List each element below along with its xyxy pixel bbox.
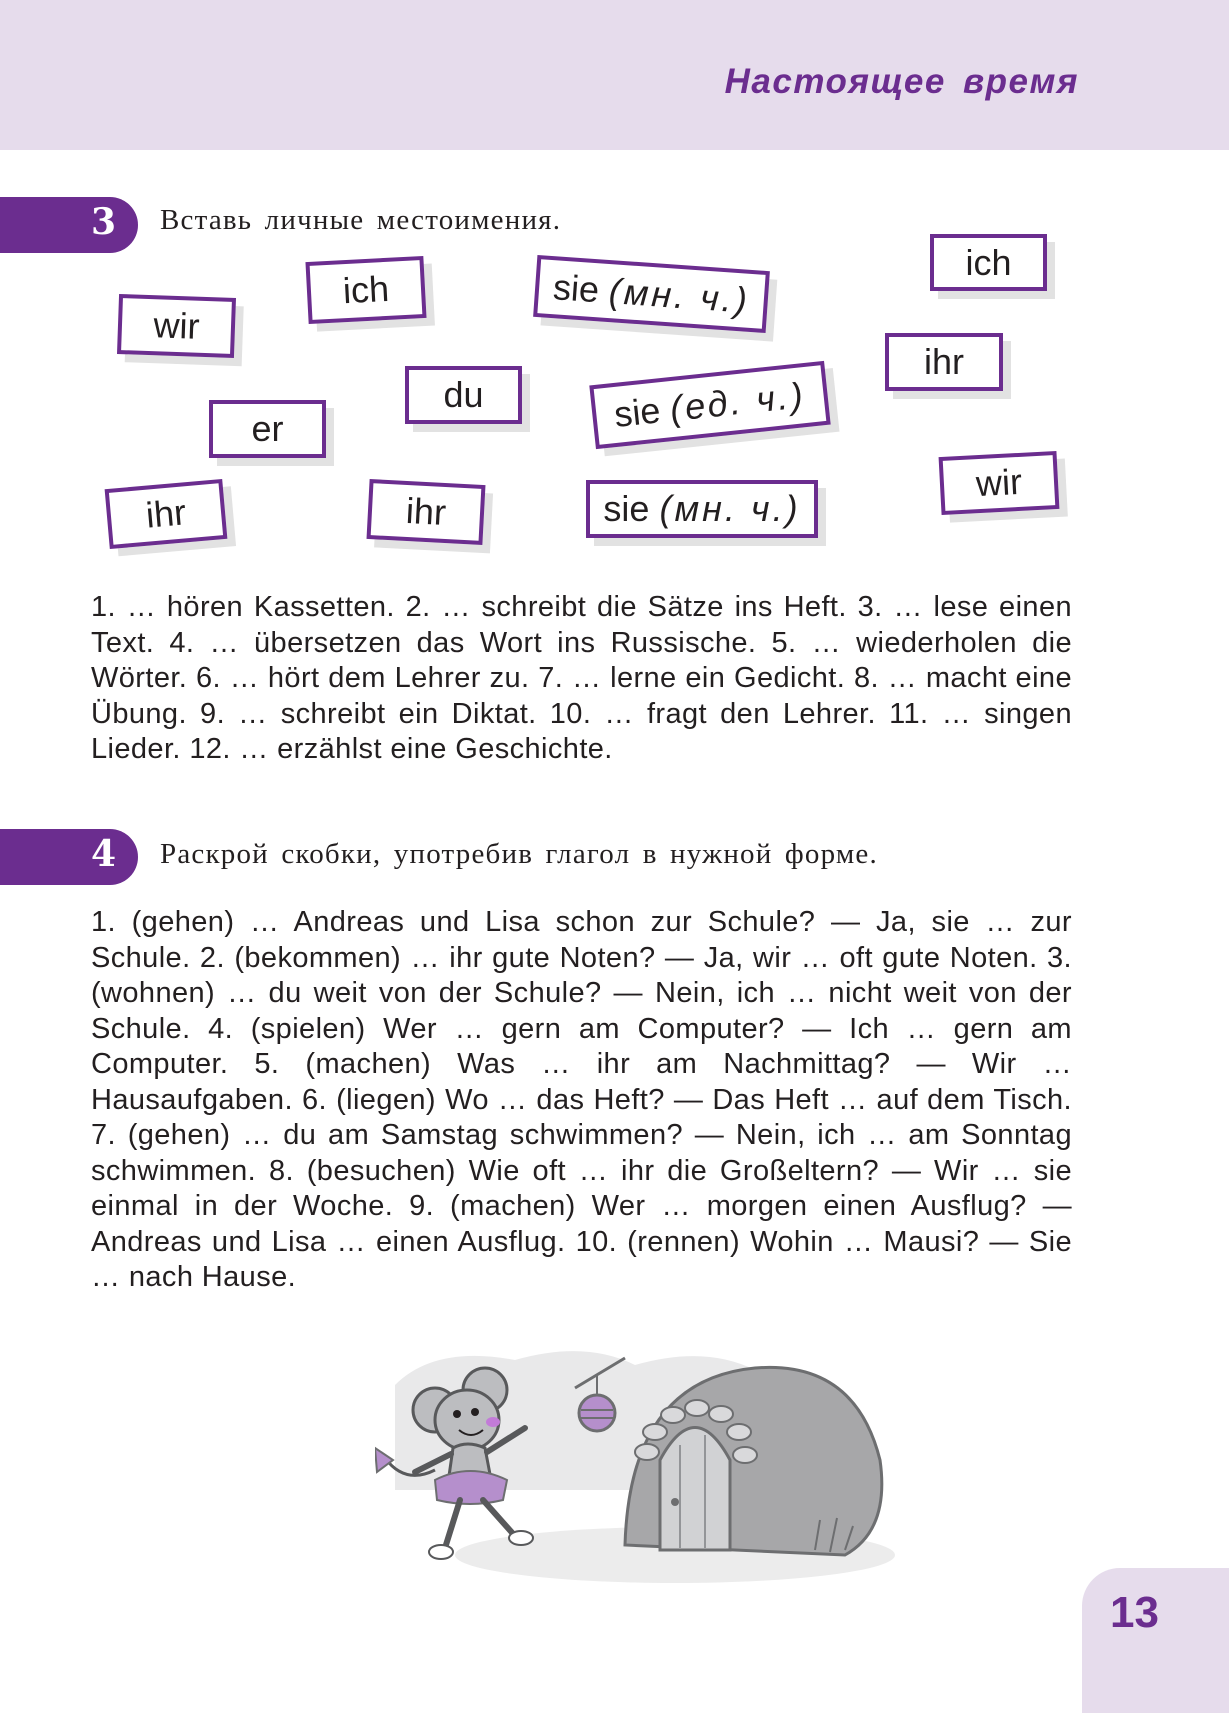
page-number: 13	[1110, 1588, 1159, 1637]
pronoun-word: wir	[974, 460, 1023, 505]
pronoun-word: ihr	[144, 491, 188, 536]
pronoun-card	[117, 294, 236, 358]
pronoun-card	[939, 451, 1060, 515]
exercise-3-number-tab	[0, 197, 138, 253]
pronoun-word: ihr	[404, 489, 448, 534]
exercise-3-text: 1. … hören Kassetten. 2. … schreibt die Sätze ins Heft. 3. … lese einen Text. 4. … übersetzen das Wort ins Russische. 5. … wiederholen die Wörter. 6. … hört dem Lehrer zu. 7. … lerne ein Gedicht. 8. … macht eine Übung. 9. … schreibt ein Diktat. 10. … fragt den Lehrer. 11. … singen Lieder. 12. … erzählst eine Geschichte.	[91, 591, 1072, 765]
pronoun-note: (мн. ч.)	[607, 270, 752, 321]
header-band	[0, 0, 1229, 150]
page-number-tab	[1082, 1568, 1229, 1713]
pronoun-card	[367, 479, 486, 545]
pronoun-card	[586, 480, 818, 538]
exercise-4-text: 1. (gehen) … Andreas und Lisa schon zur Schule? — Ja, sie … zur Schule. 2. (bekommen) … ihr gute Noten? — Ja, wir … oft gute Noten. 3. (wohnen) … du weit von der Schule? — Nein, ich … nicht weit von der Schule. 4. (spielen) Wer … gern am Computer? — Ich … gern am Computer. 5. (machen) Was … ihr am Nachmittag? — Wir … Hausaufgaben. 6. (liegen) Wo … das Heft? — Das Heft … auf dem Tisch. 7. (gehen) … du am Samstag schwimmen? — Nein, ich … am Sonntag schwimmen. 8. (besuchen) Wie oft … ihr die Großeltern? — Wir … sie einmal in der Woche. 9. (machen) Wer … morgen einen Ausflug? — Andreas und Lisa … einen Ausflug. 10. (rennen) Wohin … Mausi? — Sie … nach Hause.	[91, 906, 1072, 1293]
pronoun-word: sie	[551, 266, 601, 311]
pronoun-note: (мн. ч.)	[659, 488, 801, 529]
pronoun-card	[209, 400, 326, 458]
pronoun-card	[930, 234, 1047, 291]
pronoun-word: sie	[603, 488, 650, 529]
pronoun-card	[885, 333, 1003, 391]
pronoun-note: (ед. ч.)	[667, 374, 808, 430]
exercise-4-number: 4	[90, 833, 116, 875]
exercise-3-number: 3	[90, 201, 116, 243]
pronoun-word: wir	[152, 304, 201, 347]
pronoun-word: ihr	[923, 341, 964, 382]
pronoun-card	[405, 366, 522, 424]
exercise-4-number-tab	[0, 829, 138, 885]
pronoun-word: er	[251, 408, 284, 449]
pronoun-word: ich	[965, 241, 1012, 283]
pronoun-card	[305, 256, 426, 324]
pronoun-card	[533, 255, 770, 333]
exercise-3-instruction: Вставь личные местоимения.	[160, 204, 562, 236]
pronoun-card	[105, 479, 228, 549]
page-title: Настоящее время	[724, 62, 1079, 101]
exercise-4-instruction: Раскрой скобки, употребив глагол в нужной форме.	[160, 838, 878, 870]
pronoun-word: ich	[341, 267, 391, 312]
pronoun-word: sie	[612, 389, 663, 435]
pronoun-card	[589, 361, 830, 449]
mouse-house-illustration	[375, 1340, 905, 1590]
pronoun-word: du	[443, 374, 484, 415]
